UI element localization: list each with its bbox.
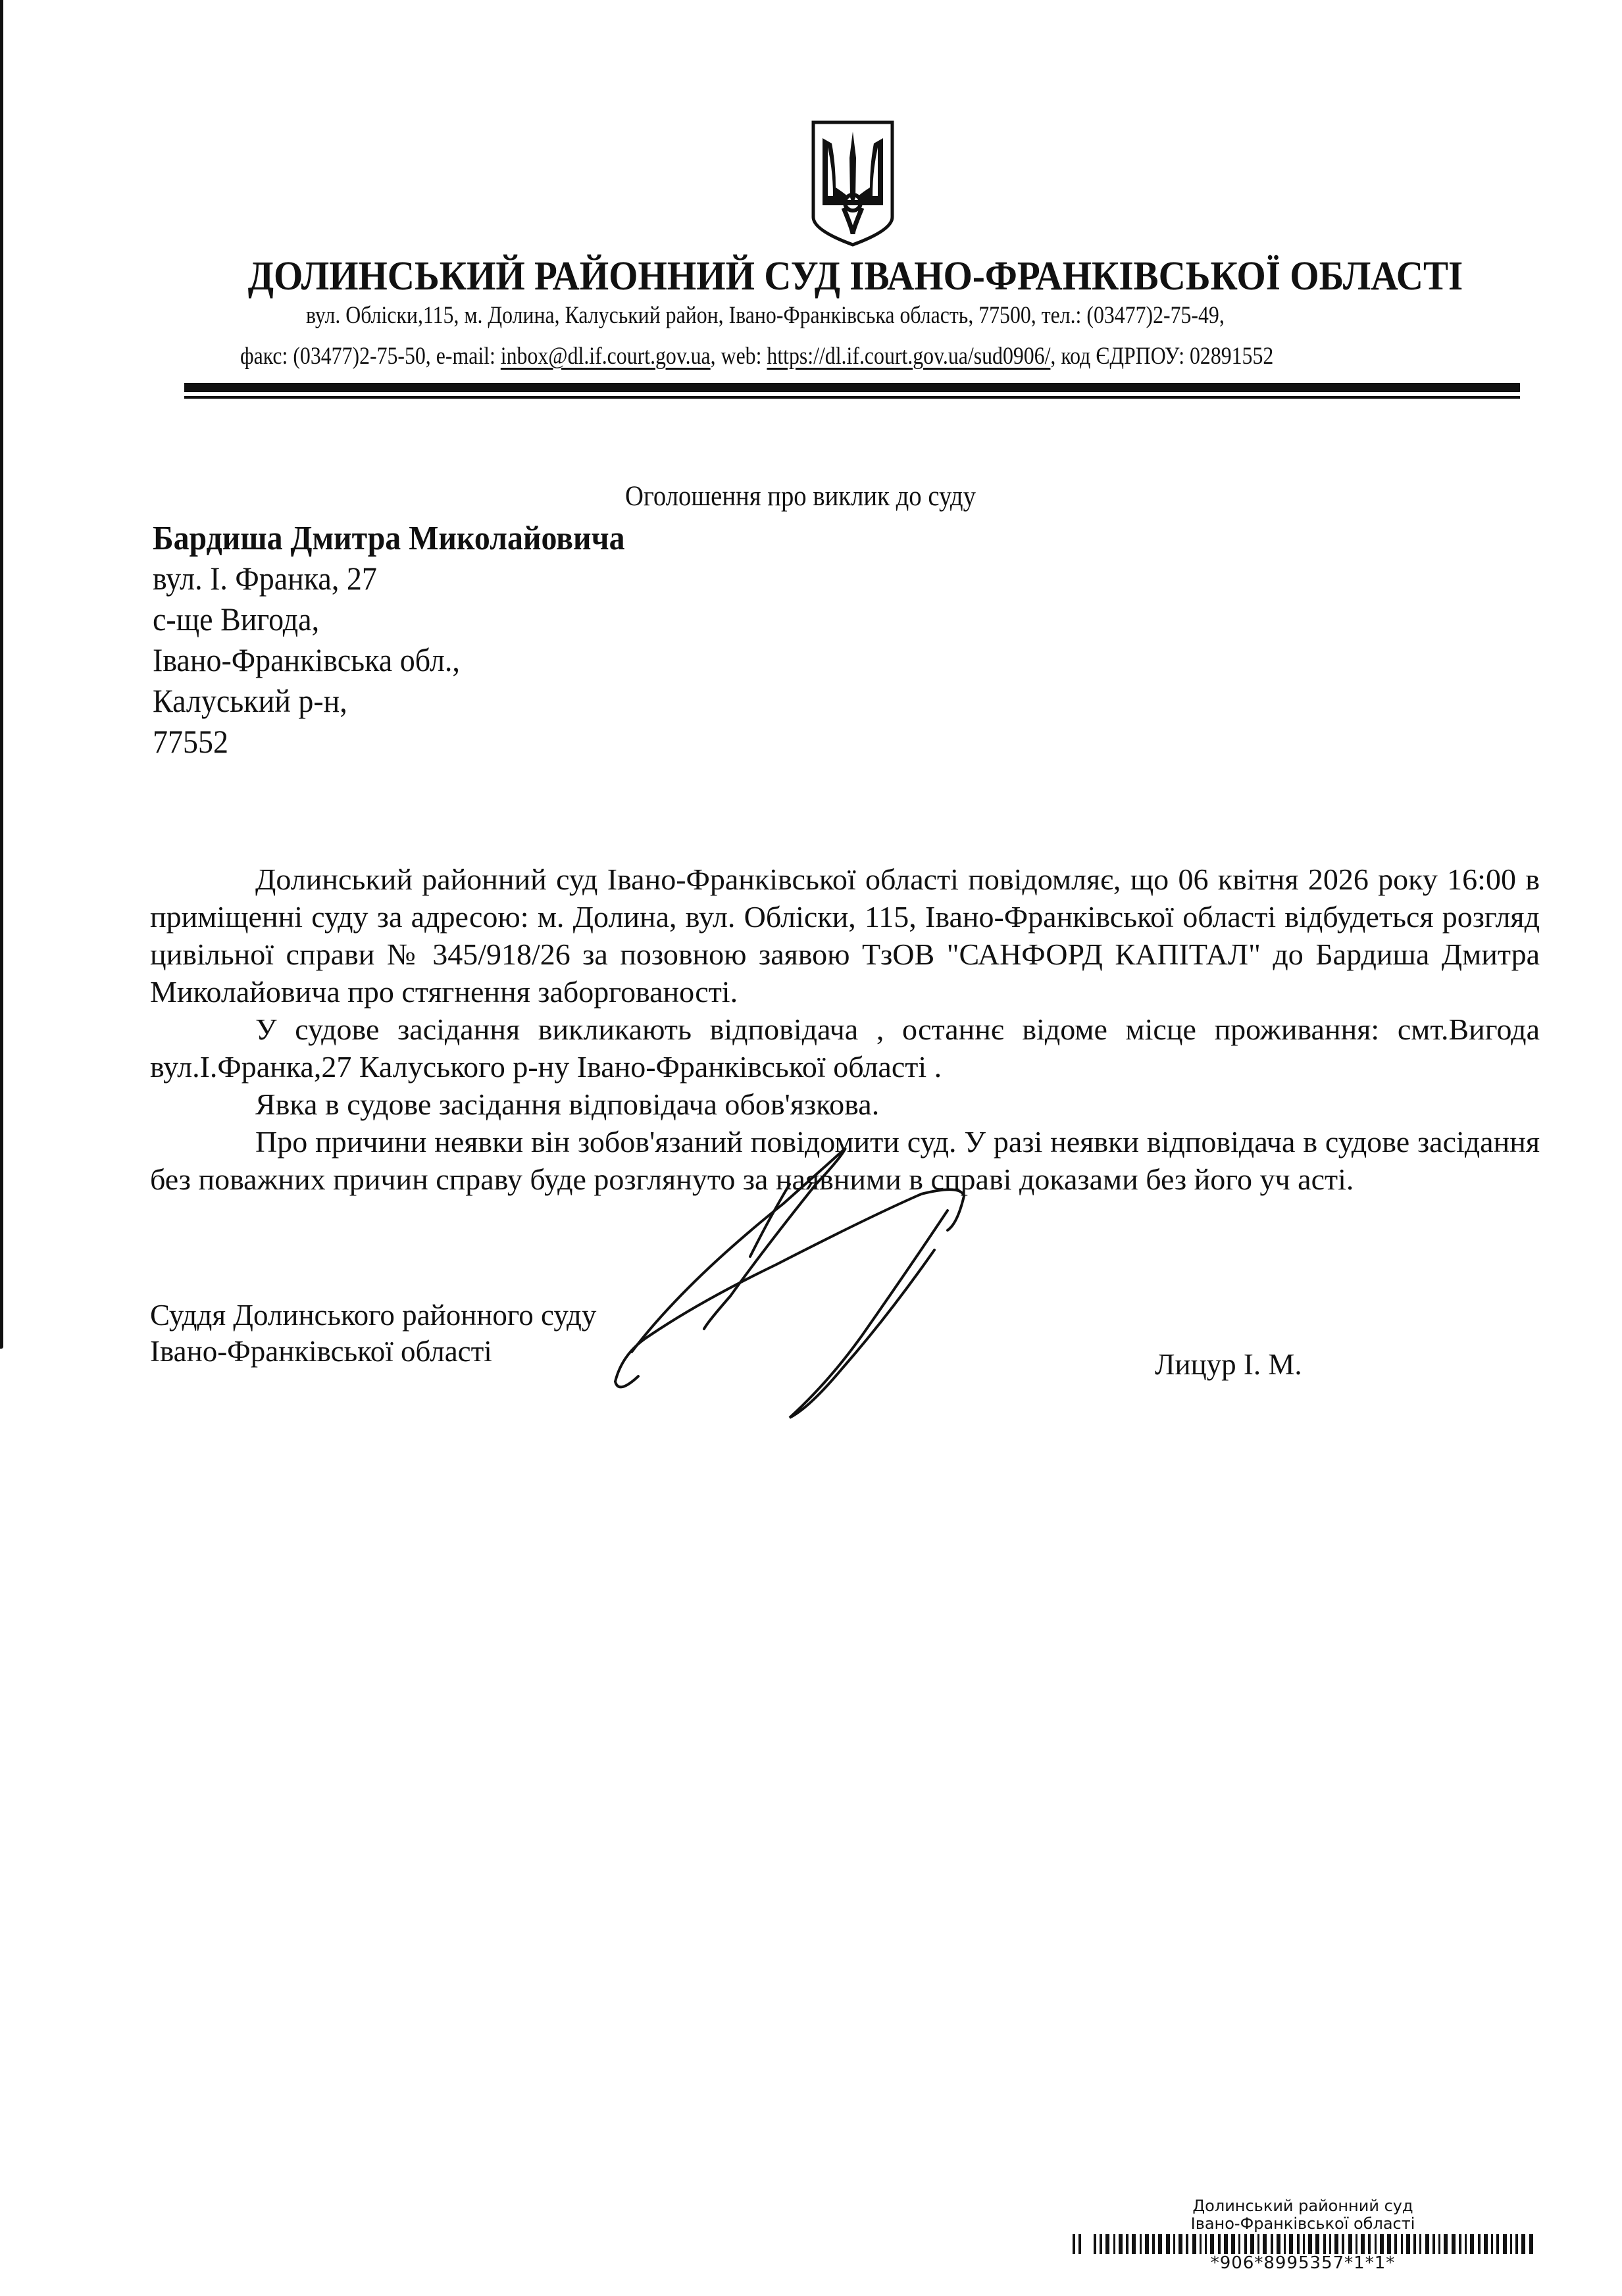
recipient-postal-code: 77552: [153, 723, 228, 760]
recipient-name: Бардиша Дмитра Миколайовича: [153, 520, 625, 557]
recipient-address-line: Івано-Франківська обл.,: [153, 641, 460, 678]
court-address: вул. Обліски,115, м. Долина, Калуський район, Івано-Франківська область, 77500, тел.: (03477)2-75-49,: [306, 302, 1225, 329]
judge-position: [150, 1297, 596, 1370]
recipient-block: [153, 520, 666, 762]
judge-position-line: Івано-Франківської області: [150, 1335, 492, 1368]
letterhead-divider-thin: [184, 396, 1520, 399]
court-contacts: [240, 342, 1273, 370]
body-paragraph: Долинський районний суд Івано-Франківської області повідомляє, що 06 квітня 2026 року 16:00 в приміщенні суду за адресою: м. Долина, вул. Обліски, 115, Івано-Франківської області відбудеться розгляд цивільної справи № 345/918/26 за позовною заявою ТзОВ "САНФОРД КАПІТАЛ" до Бардиша Дмитра Миколайовича про стягнення заборгованості.: [150, 862, 1540, 1009]
handwritten-signature-icon: [592, 1118, 1184, 1434]
judge-position-line: Суддя Долинського районного суду: [150, 1299, 597, 1332]
body-paragraph: У судове засідання викликають відповідача , останнє відоме місце проживання: смт.Вигода вул.І.Франка,27 Калуського р-ну Івано-Франківської області .: [150, 1012, 1540, 1084]
email-link[interactable]: inbox@dl.if.court.gov.ua: [500, 343, 711, 370]
trident-coat-of-arms-icon: [809, 118, 896, 247]
registry-stamp: [1066, 2197, 1540, 2272]
body-paragraph: Явка в судове засідання відповідача обов'язкова.: [255, 1087, 880, 1121]
stamp-region: Івано-Франківської області: [1190, 2214, 1415, 2233]
barcode-icon: [1073, 2234, 1533, 2254]
recipient-address-line: Калуський р-н,: [153, 682, 347, 719]
website-link[interactable]: https://dl.if.court.gov.ua/sud0906/: [767, 343, 1051, 370]
court-name-heading: ДОЛИНСЬКИЙ РАЙОННИЙ СУД ІВАНО-ФРАНКІВСЬКОЇ ОБЛАСТІ: [247, 254, 1463, 299]
notice-title: Оголошення про виклик до суду: [625, 481, 976, 512]
edrpou-code: , код ЄДРПОУ: 02891552: [1050, 343, 1274, 370]
fax-label: факс: (03477)2-75-50, e-mail:: [240, 343, 501, 370]
letterhead-divider-thick: [184, 383, 1520, 392]
body-paragraph: Про причини неявки він зобов'язаний повідомити суд. У разі неявки відповідача в судове засідання без поважних причин справу буде розглянуто за наявними в справі доказами без його уч асті.: [150, 1125, 1540, 1196]
barcode-number: *906*8995357*1*1*: [1210, 2253, 1396, 2273]
stamp-court-name: Долинський районний суд: [1192, 2197, 1413, 2215]
recipient-address-line: вул. І. Франка, 27: [153, 560, 377, 597]
web-label: , web:: [710, 343, 767, 370]
recipient-address-line: с-ще Вигода,: [153, 601, 320, 637]
scan-edge-shadow: [0, 0, 3, 1349]
judge-name: Лицур І. М.: [1155, 1348, 1302, 1381]
